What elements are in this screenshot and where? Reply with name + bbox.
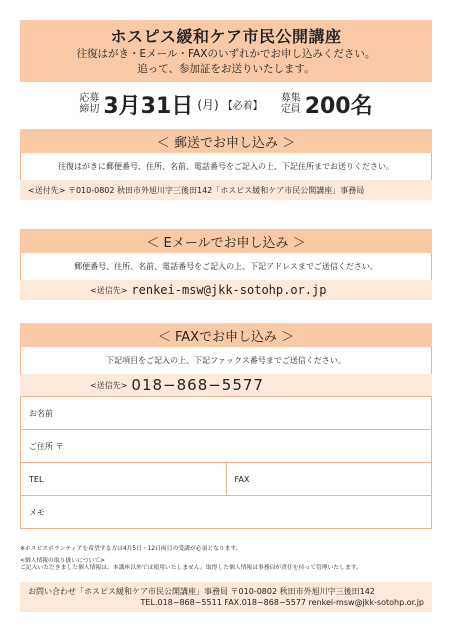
deadline-label: 応募 締切 <box>79 93 100 115</box>
name-field[interactable] <box>21 396 431 429</box>
fax-number: 018−868−5577 <box>131 376 264 394</box>
email-address[interactable]: renkei-msw@jkk-sotohp.or.jp <box>131 283 327 297</box>
header-banner <box>20 20 432 82</box>
fax-dest-label: <送信先> <box>90 380 128 390</box>
header-instruction-2: 追って、参加証をお送りいたします。 <box>137 63 315 75</box>
email-heading: ＜ Eメールでお申し込み ＞ <box>20 229 432 253</box>
memo-label: メモ <box>29 507 45 517</box>
fax-destination <box>20 374 432 396</box>
post-instructions: 往復はがきに郵便番号、住所、名前、電話番号をご記入の上、下記住所までお送りください。 <box>20 153 432 180</box>
tel-label: TEL <box>29 474 44 484</box>
page-title: ホスピス緩和ケア市民公開講座 <box>110 27 342 46</box>
tel-field[interactable] <box>21 463 226 495</box>
capacity-label: 募集 定員 <box>280 93 301 115</box>
deadline-row <box>20 86 432 122</box>
address-field[interactable] <box>21 429 431 462</box>
fax-label: FAX <box>234 474 250 484</box>
volunteer-note: ※ホスピスボランティアを希望する方は4月5日・12日両日の受講が必須となります。 <box>20 546 242 552</box>
contact-line-2: TEL.018−868−5511 FAX.018−868−5577 renkei-msw@jkk-sotohp.or.jp <box>140 598 424 607</box>
email-instructions: 郵便番号、住所、名前、電話番号をご記入の上、下記アドレスまでご送信ください。 <box>20 253 432 280</box>
phone-row <box>21 462 431 495</box>
deadline-note: 【必着】 <box>222 100 263 112</box>
deadline-date: 3月31日 <box>103 93 194 119</box>
email-dest-label: <送信先> <box>90 285 128 295</box>
email-section <box>20 229 432 300</box>
fax-instructions: 下記項目をご記入の上、下記ファックス番号までご送信ください。 <box>20 347 432 374</box>
post-heading: ＜ 郵送でお申し込み ＞ <box>20 129 432 153</box>
fax-heading: ＜ FAXでお申し込み ＞ <box>20 323 432 347</box>
deadline-weekday: (月) <box>197 97 219 112</box>
contact-line-1: お問い合わせ「ホスピス緩和ケア市民公開講座」事務局 〒010-0802 秋田市外旭川字三後田142 <box>28 587 375 596</box>
privacy-title: <個人情報の取り扱いについて> <box>20 557 105 564</box>
privacy-body: ご記入いただきました個人情報は、本講座以外では使用いたしません。取得した個人情報は事務局が責任を持って管理いたします。 <box>20 565 362 571</box>
contact-footer <box>20 582 432 612</box>
header-instruction-1: 往復はがき・Eメール・FAXのいずれかでお申し込みください。 <box>76 48 376 60</box>
memo-field[interactable] <box>21 495 431 528</box>
fax-field[interactable] <box>226 463 432 495</box>
post-destination: <送付先> 〒010-0802 秋田市外旭川字三後田142「ホスピス緩和ケア市民公開講座」事務局 <box>20 180 432 200</box>
capacity-value: 200名 <box>304 93 373 119</box>
post-section <box>20 129 432 200</box>
fax-form <box>20 396 432 529</box>
notes <box>20 546 432 573</box>
email-destination <box>20 280 432 300</box>
name-label: お名前 <box>29 408 53 418</box>
fax-section <box>20 323 432 529</box>
address-label: ご住所 〒 <box>29 441 64 451</box>
